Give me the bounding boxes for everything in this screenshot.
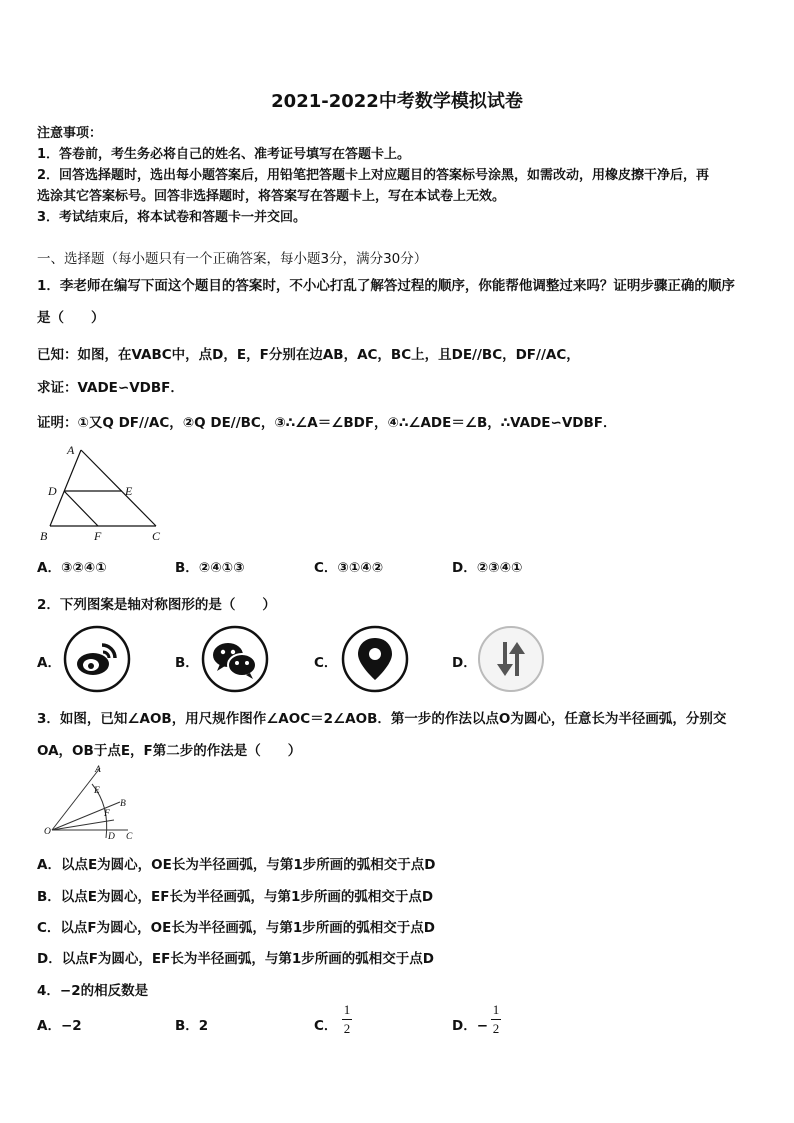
weibo-icon: [62, 624, 132, 694]
q1-label-c: C: [152, 529, 161, 543]
fraction-bar: [491, 1019, 501, 1020]
transfer-arrows-icon: [476, 624, 546, 694]
q4-option-c-fraction: [340, 1002, 354, 1037]
q3-option-b[interactable]: B．以点E为圆心，EF长为半径画弧，与第1步所画的弧相交于点D: [37, 889, 434, 905]
q2-option-c[interactable]: C．: [314, 655, 338, 671]
q2-option-d[interactable]: D．: [452, 655, 477, 671]
q3-option-c[interactable]: C．以点F为圆心，OE长为半径画弧，与第1步所画的弧相交于点D: [37, 920, 435, 936]
q2-stem: 2．下列图案是轴对称图形的是（ ）: [37, 597, 276, 613]
q4-option-c[interactable]: C．: [314, 1018, 338, 1034]
notice-item-2a: 2．回答选择题时，选出每小题答案后，用铅笔把答题卡上对应题目的答案标号涂黑，如需改动，用橡皮擦干净后，再: [37, 168, 710, 183]
q3-label-o: O: [44, 827, 51, 837]
q3-label-b: B: [120, 799, 126, 809]
q3-label-a: A: [95, 765, 101, 775]
section-heading: 一、选择题（每小题只有一个正确答案，每小题3分，满分30分）: [37, 251, 428, 267]
q4-option-d[interactable]: D．−: [452, 1018, 489, 1034]
q3-label-c: C: [126, 832, 133, 842]
q4-option-b[interactable]: B．2: [175, 1018, 209, 1034]
notice-heading: 注意事项：: [37, 126, 103, 141]
q1-option-a[interactable]: A．③②④①: [37, 560, 107, 576]
notice-item-2b: 选涂其它答案标号。回答非选择题时，将答案写在答题卡上，写在本试卷上无效。: [37, 189, 506, 204]
q4-option-d-fraction: [489, 1002, 503, 1037]
fraction-bar: [342, 1019, 352, 1020]
q1-label-d: D: [48, 484, 57, 498]
q1-option-b[interactable]: B．②④①③: [175, 560, 245, 576]
q1-stem-line1: 1．李老师在编写下面这个题目的答案时，不小心打乱了解答过程的顺序，你能帮他调整过来吗？证明步骤正确的顺序: [37, 278, 735, 294]
q3-stem-line1: 3．如图，已知∠AOB，用尺规作图作∠AOC＝2∠AOB．第一步的作法以点O为圆心，任意长为半径画弧，分别交: [37, 711, 727, 727]
notice-item-3: 3．考试结束后，将本试卷和答题卡一并交回。: [37, 210, 307, 225]
wechat-icon: [200, 624, 270, 694]
q3-option-d[interactable]: D．以点F为圆心，EF长为半径画弧，与第1步所画的弧相交于点D: [37, 951, 434, 967]
location-pin-icon: [340, 624, 410, 694]
fraction-denominator: 2: [492, 1021, 500, 1036]
q1-label-f: F: [94, 529, 102, 543]
q2-option-a[interactable]: A．: [37, 655, 61, 671]
fraction-numerator: 1: [492, 1002, 500, 1017]
q1-triangle-figure: [36, 440, 166, 546]
q3-label-e: E: [94, 786, 100, 796]
q1-option-c[interactable]: C．③①④②: [314, 560, 384, 576]
q3-angle-figure: [36, 762, 146, 842]
q4-option-a[interactable]: A．−2: [37, 1018, 82, 1034]
q1-label-b: B: [40, 529, 48, 543]
q1-given: 已知：如图，在VABC中，点D，E，F分别在边AB，AC，BC上，且DE//BC，DF//AC，: [37, 347, 580, 363]
page-title: 2021-2022中考数学模拟试卷: [271, 91, 523, 112]
q1-label-e: E: [125, 484, 133, 498]
fraction-denominator: 2: [343, 1021, 351, 1036]
fraction-numerator: 1: [343, 1002, 351, 1017]
q1-label-a: A: [67, 443, 75, 457]
q3-stem-line2: OA，OB于点E，F第二步的作法是（ ）: [37, 743, 302, 759]
q1-stem-line2: 是（ ）: [37, 310, 105, 326]
q3-label-f: F: [104, 809, 110, 819]
q1-option-d[interactable]: D．②③④①: [452, 560, 523, 576]
q2-option-b[interactable]: B．: [175, 655, 199, 671]
q4-stem: 4．−2的相反数是: [37, 983, 149, 999]
q1-proof: 证明：①又Q DF//AC，②Q DE//BC，③∴∠A＝∠BDF，④∴∠ADE＝∠B，∴VADE∽VDBF．: [37, 415, 617, 431]
q1-prove: 求证：VADE∽VDBF．: [37, 380, 184, 396]
notice-item-1: 1．答卷前，考生务必将自己的姓名、准考证号填写在答题卡上。: [37, 147, 411, 162]
q3-option-a[interactable]: A．以点E为圆心，OE长为半径画弧，与第1步所画的弧相交于点D: [37, 857, 436, 873]
q3-label-d: D: [108, 832, 115, 842]
